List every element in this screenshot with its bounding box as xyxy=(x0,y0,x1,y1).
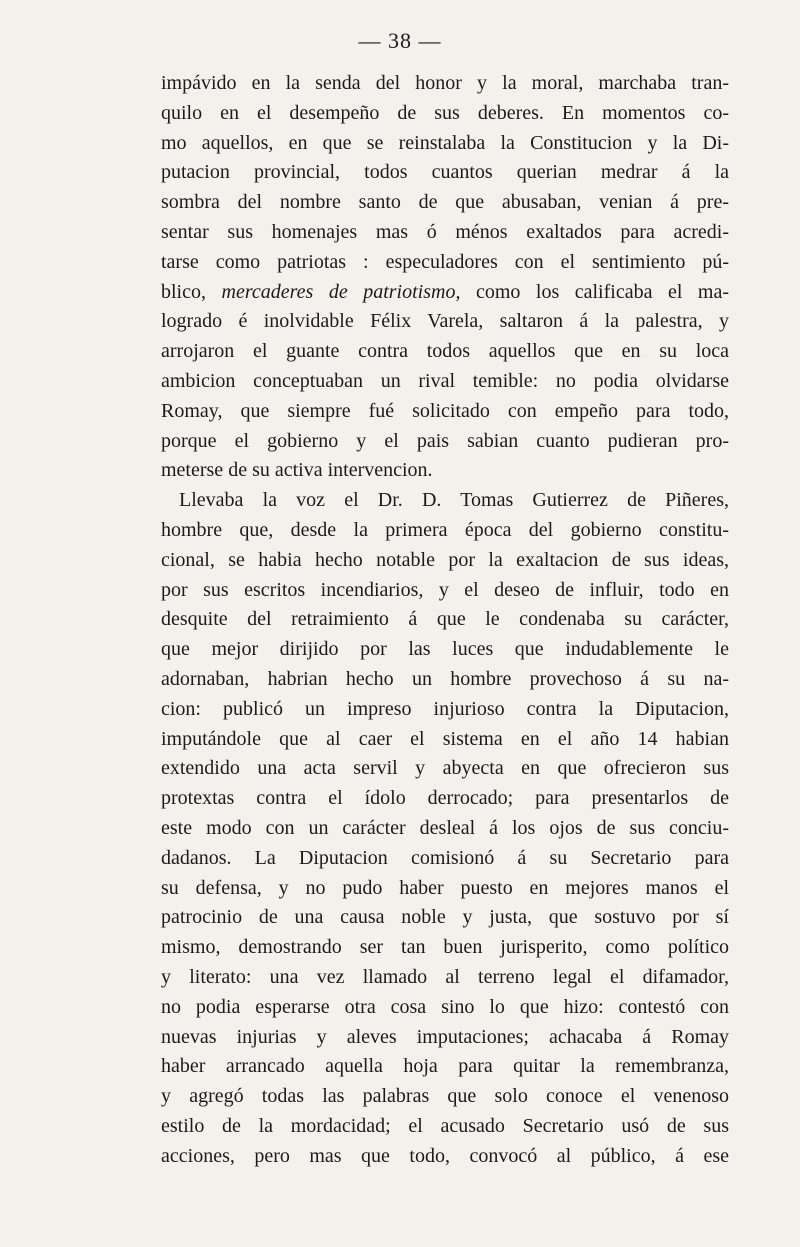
text-line-with-italic xyxy=(161,278,729,308)
paragraph-start-line: Llevaba la voz el Dr. D. Tomas Gutierrez de Piñeres, xyxy=(179,489,729,512)
text-line: haber arrancado aquella hoja para quitar la remembranza, xyxy=(161,1055,729,1078)
text-line: putacion provincial, todos cuantos querian medrar á la xyxy=(161,161,729,184)
text-line: dadanos. La Diputacion comisionó á su Secretario para xyxy=(161,846,729,869)
text-line: Romay, que siempre fué solicitado con empeño para todo, xyxy=(161,399,729,422)
text-line: sombra del nombre santo de que abusaban, venian á pre- xyxy=(161,191,729,214)
text-line: no podia esperarse otra cosa sino lo que hizo: contestó con xyxy=(161,995,729,1018)
text-line: adornaban, habrian hecho un hombre provechoso á su na- xyxy=(161,667,729,690)
text-line: y agregó todas las palabras que solo conoce el venenoso xyxy=(161,1085,729,1108)
text-line: mo aquellos, en que se reinstalaba la Constitucion y la Di- xyxy=(161,131,729,154)
text-line: impávido en la senda del honor y la moral, marchaba tran- xyxy=(161,72,729,94)
text-line: cion: publicó un impreso injurioso contra la Diputacion, xyxy=(161,697,729,720)
text-line: nuevas injurias y aleves imputaciones; achacaba á Romay xyxy=(161,1025,729,1048)
text-line: tarse como patriotas : especuladores con el sentimiento pú- xyxy=(161,250,729,273)
text-line: imputándole que al caer el sistema en el año 14 habian xyxy=(161,727,729,750)
text-line: este modo con un carácter desleal á los ojos de sus conciu- xyxy=(161,816,729,839)
text-line: hombre que, desde la primera época del gobierno constitu- xyxy=(161,518,729,541)
text-line: protextas contra el ídolo derrocado; para presentarlos de xyxy=(161,787,729,810)
text-line: y literato: una vez llamado al terreno legal el difamador, xyxy=(161,965,729,988)
text-line: quilo en el desempeño de sus deberes. En momentos co- xyxy=(161,101,729,124)
text-line: ambicion conceptuaban un rival temible: no podia olvidarse xyxy=(161,369,729,392)
text-line: acciones, pero mas que todo, convocó al público, á ese xyxy=(161,1144,729,1167)
italic-phrase: mercaderes de patriotismo, xyxy=(221,280,461,303)
text-line: que mejor dirijido por las luces que indudablemente le xyxy=(161,638,729,661)
text-line: extendido una acta servil y abyecta en que ofrecieron sus xyxy=(161,757,729,780)
text-line: por sus escritos incendiarios, y el deseo de influir, todo en xyxy=(161,578,729,601)
text-line: arrojaron el guante contra todos aquellos que en su loca xyxy=(161,340,729,363)
text-segment: como los calificaba el ma- xyxy=(460,280,729,303)
text-line: porque el gobierno y el pais sabian cuanto pudieran pro- xyxy=(161,429,729,452)
page-number: — 38 — xyxy=(358,28,442,53)
text-line: cional, se habia hecho notable por la exaltacion de sus ideas, xyxy=(161,548,729,571)
text-line: desquite del retraimiento á que le condenaba su carácter, xyxy=(161,608,729,631)
text-segment: blico, xyxy=(161,280,222,303)
text-line: su defensa, y no pudo haber puesto en mejores manos el xyxy=(161,876,729,899)
text-line: mismo, demostrando ser tan buen jurisperito, como político xyxy=(161,936,729,959)
paragraph-end-line: meterse de su activa intervencion. xyxy=(161,459,433,482)
body-text xyxy=(161,69,729,1171)
text-line: sentar sus homenajes mas ó ménos exaltados para acredi- xyxy=(161,220,729,243)
text-line: estilo de la mordacidad; el acusado Secretario usó de sus xyxy=(161,1114,729,1137)
text-line: logrado é inolvidable Félix Varela, saltaron á la palestra, y xyxy=(161,310,729,333)
text-line: patrocinio de una causa noble y justa, que sostuvo por sí xyxy=(161,906,729,929)
